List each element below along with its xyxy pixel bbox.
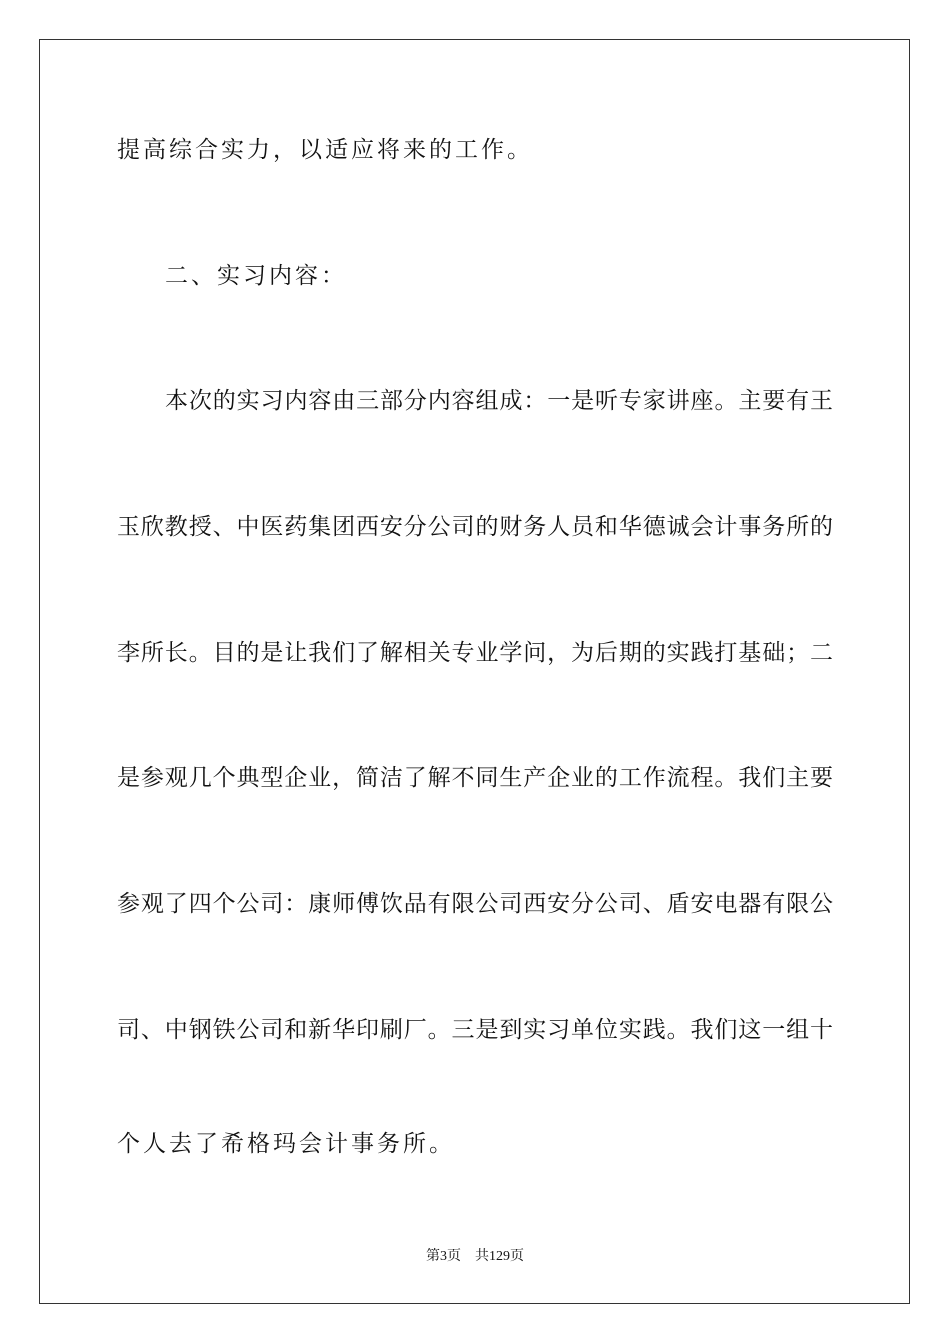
page-number: 第3页 <box>426 1249 461 1264</box>
paragraph-line-8: 个人去了希格玛会计事务所。 <box>117 1131 455 1157</box>
paragraph-line-2: 本次的实习内容由三部分内容组成：一是听专家讲座。主要有王 <box>165 388 833 414</box>
paragraph-line-5: 是参观几个典型企业，简洁了解不同生产企业的工作流程。我们主要 <box>117 765 833 791</box>
paragraph-line-1: 提高综合实力，以适应将来的工作。 <box>117 137 533 163</box>
page-total: 共129页 <box>475 1249 524 1264</box>
section-heading: 二、实习内容： <box>165 263 347 289</box>
paragraph-line-3: 玉欣教授、中医药集团西安分公司的财务人员和华德诚会计事务所的 <box>117 514 833 540</box>
page-footer <box>0 1245 950 1269</box>
paragraph-line-6: 参观了四个公司：康师傅饮品有限公司西安分公司、盾安电器有限公 <box>117 891 833 917</box>
paragraph-line-7: 司、中钢铁公司和新华印刷厂。三是到实习单位实践。我们这一组十 <box>117 1017 833 1043</box>
paragraph-line-4: 李所长。目的是让我们了解相关专业学问，为后期的实践打基础；二 <box>117 640 833 666</box>
